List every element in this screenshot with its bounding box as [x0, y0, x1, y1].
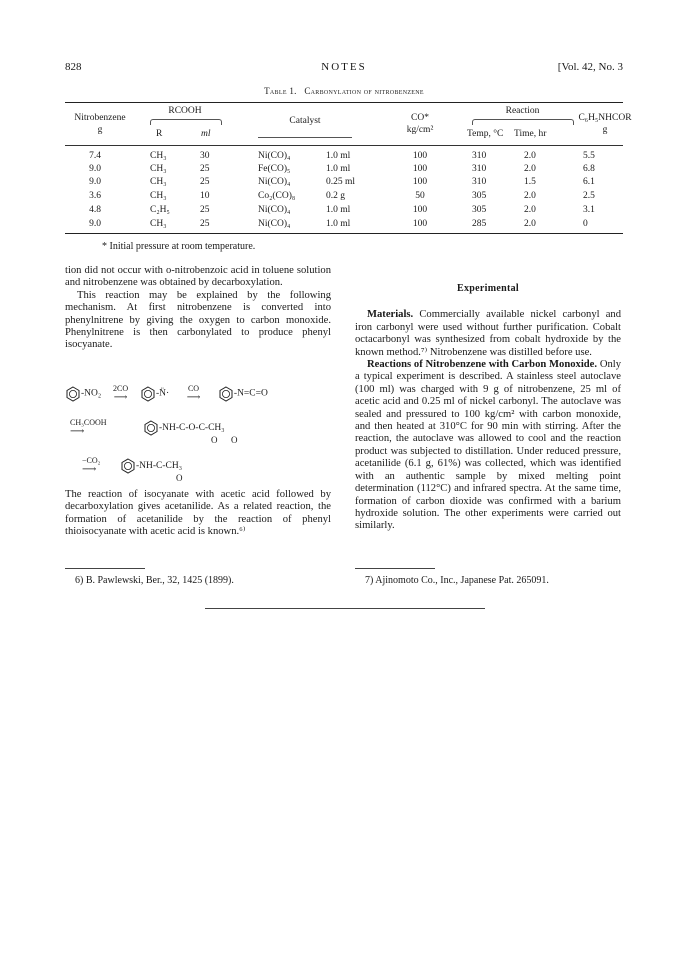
cell-product: 6.8 [583, 164, 595, 174]
cell-amount: 0.25 ml [326, 177, 356, 187]
cell-co: 100 [412, 177, 428, 187]
cell-catalyst: Co₂(CO)₈ [258, 191, 296, 201]
cell-catalyst: Ni(CO)₄ [258, 151, 291, 161]
cell-time: 1.5 [524, 177, 536, 187]
reactions-text: Only a typical experiment is described. A stainless steel autoclave (100 ml) was charged with 9 g of nitrobenzene, 25 ml of acetic acid and 0.25 ml of nickel carbonyl. The autoclave was sealed and pressured to 100 kg/cm² with carbon monoxide, and then heated at 310°C for 90 min with stirring. After the reaction, the autoclave was allowed to cool and the reaction product was subjected to distillation. Under reduced pressure, acetanilide (6.1 g, 61%) was collected, which was identified with an authentic sample by mixed melting point determination (112°C) and infrared spectra. At the same time, formation of carbon dioxide was confirmed with a barium hydroxide solution. The other experiments were carried out similarly. [355, 359, 621, 532]
cell-ml: 30 [200, 151, 210, 161]
acetanilide-oxygen: O [176, 473, 183, 483]
reactions-heading: Reactions of Nitrobenzene with Carbon Monoxide. [367, 359, 598, 371]
cell-co: 100 [412, 164, 428, 174]
cell-product: 5.5 [583, 151, 595, 161]
cell-co: 100 [412, 205, 428, 215]
paragraph-acetanilide: The reaction of isocyanate with acetic acid followed by decarboxylation gives acetanilide. As a related reaction, the formation of acetanilide by the reaction of phenyl thioisocyanate with acetic acid is known.⁶⁾ [65, 489, 331, 538]
reagent-acetic-acid: CH₃COOH [70, 418, 107, 427]
cell-product: 2.5 [583, 191, 595, 201]
end-rule [205, 608, 485, 609]
cell-temp: 285 [472, 219, 487, 229]
arrow-1: 2CO ⟶ [113, 384, 129, 403]
reference-6: 6) B. Pawlewski, Ber., 32, 1425 (1899). [75, 575, 234, 586]
header-catalyst: Catalyst [289, 116, 321, 126]
table-header-rule [65, 145, 623, 146]
scheme-reagent-4 [82, 456, 100, 474]
reaction-brace [472, 119, 574, 125]
benzene-ring-icon [120, 458, 136, 474]
cell-catalyst: Ni(CO)₄ [258, 177, 291, 187]
table-bottom-rule [65, 233, 623, 234]
footnote-rule-right [355, 568, 435, 569]
cell-nitrobenzene: 4.8 [89, 205, 101, 215]
catalyst-brace [258, 132, 352, 138]
cell-amount: 1.0 ml [326, 205, 351, 215]
header-product: C₆H₅NHCOR [578, 113, 632, 123]
cell-r: CH₃ [150, 164, 167, 174]
cell-co: 100 [412, 151, 428, 161]
header-reaction: Reaction [505, 106, 540, 116]
cell-amount: 1.0 ml [326, 164, 351, 174]
benzene-ring-icon [65, 386, 81, 402]
nitro-group: -NO₂ [81, 388, 102, 399]
table-title: Carbonylation of nitrobenzene [304, 86, 424, 96]
scheme-row-1 [65, 384, 268, 403]
cell-temp: 305 [472, 205, 487, 215]
header-r: R [156, 129, 163, 139]
cell-r: C₂H₅ [150, 205, 170, 215]
cell-temp: 310 [472, 164, 487, 174]
left-column-top [65, 265, 331, 352]
benzene-ring-icon [218, 386, 234, 402]
header-nitrobenzene: Nitrobenzene [74, 113, 126, 123]
rcooh-brace [150, 119, 222, 125]
header-ml: ml [201, 129, 211, 139]
arrow-3: ⟶ [70, 426, 85, 437]
reference-7: 7) Ajinomoto Co., Inc., Japanese Pat. 265091. [365, 575, 549, 586]
cell-ml: 25 [200, 177, 210, 187]
cell-r: CH₃ [150, 219, 167, 229]
cell-ml: 25 [200, 205, 210, 215]
page-number: 828 [65, 61, 82, 73]
cell-temp: 305 [472, 191, 487, 201]
cell-time: 2.0 [524, 205, 536, 215]
nitrene-group: -N̈· [155, 388, 170, 399]
paragraph-continuation: tion did not occur with o-nitrobenzoic acid in toluene solution and nitrobenzene was obtained by decarboxylation. [65, 265, 331, 289]
volume-info: [Vol. 42, No. 3 [557, 61, 623, 73]
table-caption [0, 86, 688, 96]
arrow-4: ⟶ [82, 464, 97, 475]
cell-amount: 1.0 ml [326, 151, 351, 161]
arrow-1-label: 2CO [113, 384, 129, 393]
reagent-minus-co2: −CO₂ [82, 456, 101, 465]
section-title-experimental: Experimental [457, 283, 519, 294]
cell-product: 0 [583, 219, 588, 229]
table-top-rule [65, 102, 623, 103]
header-co: CO* [411, 113, 429, 123]
cell-amount: 1.0 ml [326, 219, 351, 229]
cell-nitrobenzene: 9.0 [89, 164, 101, 174]
header-time: Time, hr [514, 129, 547, 139]
acetanilide: -NH-C-CH₃ [136, 461, 183, 472]
right-column [355, 283, 621, 533]
cell-product: 3.1 [583, 205, 595, 215]
cell-co: 50 [415, 191, 425, 201]
header-nitrobenzene-unit: g [97, 125, 103, 135]
paragraph-reactions [355, 359, 621, 533]
header-temp: Temp, °C [467, 129, 504, 139]
scheme-row-3 [120, 458, 182, 474]
cell-nitrobenzene: 7.4 [89, 151, 101, 161]
cell-r: CH₃ [150, 177, 167, 187]
benzene-ring-icon [140, 386, 156, 402]
footnote-rule-left [65, 568, 145, 569]
materials-heading: Materials. [367, 309, 414, 321]
table-footnote: * Initial pressure at room temperature. [102, 241, 256, 252]
cell-catalyst: Ni(CO)₄ [258, 205, 291, 215]
cell-time: 2.0 [524, 164, 536, 174]
cell-time: 2.0 [524, 151, 536, 161]
cell-amount: 0.2 g [326, 191, 345, 201]
cell-nitrobenzene: 9.0 [89, 177, 101, 187]
arrow-2: CO ⟶ [186, 384, 201, 403]
cell-ml: 25 [200, 164, 210, 174]
cell-time: 2.0 [524, 219, 536, 229]
cell-nitrobenzene: 9.0 [89, 219, 101, 229]
isocyanate-group: -N=C=O [233, 388, 268, 399]
cell-r: CH₃ [150, 191, 167, 201]
scheme-reagent-3 [70, 418, 107, 436]
arrow-2-label: CO [187, 384, 200, 393]
mixed-anhydride: -NH-C-O-C-CH₃ [159, 423, 225, 434]
paragraph-mechanism: This reaction may be explained by the following mechanism. At first nitrobenzene is converted into phenylnitrene by giving the oxygen to carbon monoxide. Phenylnitrene is then carbonylated to produce phenyl isocyanate. [65, 289, 331, 351]
cell-catalyst: Fe(CO)₅ [258, 164, 291, 174]
cell-time: 2.0 [524, 191, 536, 201]
cell-ml: 10 [200, 191, 210, 201]
left-column-bottom [65, 489, 331, 539]
table-label: Table 1. [264, 86, 297, 96]
cell-ml: 25 [200, 219, 210, 229]
benzene-ring-icon [143, 420, 159, 436]
header-co-unit: kg/cm² [406, 125, 434, 135]
cell-product: 6.1 [583, 177, 595, 187]
paragraph-materials [355, 309, 621, 359]
scheme-row-2 [143, 420, 225, 436]
anhydride-oxygens: O O [211, 435, 238, 445]
cell-catalyst: Ni(CO)₄ [258, 219, 291, 229]
cell-temp: 310 [472, 177, 487, 187]
header-product-unit: g [602, 125, 608, 135]
materials-text: Commercially available nickel carbonyl and iron carbonyl were used without further purification. Cobalt octacarbonyl was synthesized from cobalt hydroxide by the known method.⁷⁾ Nitrobenzene was distilled before use. [355, 309, 622, 358]
cell-nitrobenzene: 3.6 [89, 191, 101, 201]
journal-section: NOTES [321, 61, 367, 73]
cell-temp: 310 [472, 151, 487, 161]
cell-co: 100 [412, 219, 428, 229]
cell-r: CH₃ [150, 151, 167, 161]
header-rcooh: RCOOH [168, 106, 202, 116]
